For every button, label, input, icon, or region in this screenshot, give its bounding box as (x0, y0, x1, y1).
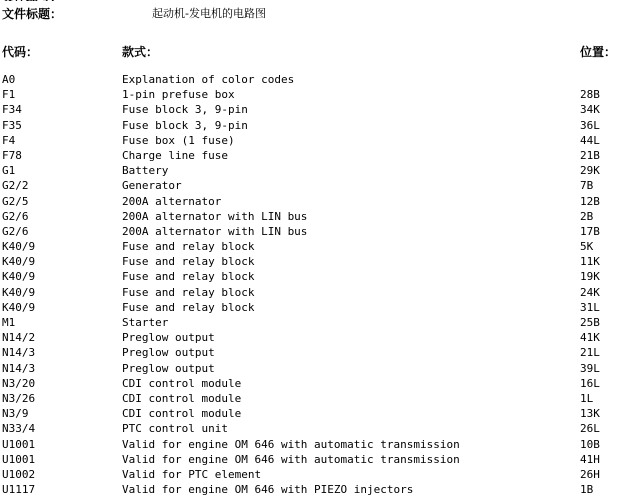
component-code: K40/9 (2, 240, 36, 254)
component-position: 39L (580, 361, 600, 375)
component-description: 200A alternator with LIN bus (122, 209, 308, 223)
component-description: 200A alternator with LIN bus (122, 224, 308, 238)
component-code: K40/9 (2, 270, 36, 284)
component-position: 25B (580, 316, 600, 329)
component-position: 31L (580, 300, 600, 314)
component-description: Preglow output (122, 361, 215, 375)
component-position: 24K (580, 285, 600, 299)
component-position: 44L (580, 133, 600, 147)
component-description: CDI control module (122, 407, 242, 421)
component-description: CDI control module (122, 376, 242, 390)
component-position: 10B (580, 437, 600, 451)
table-row (0, 482, 630, 497)
component-position: 26L (580, 422, 600, 436)
component-code: F78 (2, 148, 22, 162)
component-code: N14/3 (2, 346, 36, 360)
table-row (0, 285, 630, 300)
component-description: Fuse and relay block (122, 255, 255, 269)
component-description: Fuse box (1 fuse) (122, 133, 235, 147)
component-position: 26H (580, 467, 600, 481)
column-header-position: 位置： (580, 45, 617, 59)
table-row (0, 224, 630, 239)
component-description: Fuse and relay block (122, 300, 255, 314)
table-row (0, 406, 630, 421)
component-description: Preglow output (122, 346, 215, 360)
component-position: 1L (580, 391, 594, 405)
component-position: 29K (580, 164, 600, 178)
component-description: Fuse and relay block (122, 285, 255, 299)
table-row (0, 330, 630, 345)
component-code: G2/6 (2, 209, 29, 223)
component-code: M1 (2, 316, 16, 329)
table-row (0, 391, 630, 406)
component-position: 17B (580, 224, 600, 238)
component-code: U1117 (2, 483, 36, 497)
component-description: Charge line fuse (122, 148, 228, 162)
component-code: N14/2 (2, 331, 36, 345)
table-row (0, 133, 630, 148)
component-description: Fuse and relay block (122, 240, 255, 254)
table-row (0, 148, 630, 163)
component-code: F1 (2, 88, 16, 102)
component-code: N3/9 (2, 407, 29, 421)
component-description: PTC control unit (122, 422, 228, 436)
table-row (0, 345, 630, 360)
component-description: Valid for engine OM 646 with automatic transmission (122, 437, 460, 451)
component-position: 41H (580, 452, 600, 466)
table-row (0, 437, 630, 452)
table-row (0, 269, 630, 284)
component-position: 12B (580, 194, 600, 208)
table-row (0, 376, 630, 391)
component-position: 7B (580, 179, 594, 193)
component-description: Fuse and relay block (122, 270, 255, 284)
component-position: 11K (580, 255, 600, 269)
component-list (0, 72, 630, 497)
table-row (0, 118, 630, 133)
component-description: Valid for engine OM 646 with PIEZO injectors (122, 483, 414, 497)
component-position: 36L (580, 118, 600, 132)
component-position: 19K (580, 270, 600, 284)
component-position: 34K (580, 103, 600, 117)
table-row (0, 239, 630, 254)
component-code: N33/4 (2, 422, 36, 436)
component-description: Battery (122, 164, 169, 178)
table-row (0, 194, 630, 209)
component-code: F34 (2, 103, 22, 117)
component-code: K40/9 (2, 255, 36, 269)
component-position: 21L (580, 346, 600, 360)
component-code: K40/9 (2, 285, 36, 299)
document-title-value: 起动机-发电机的电路图 (152, 7, 266, 20)
component-code: A0 (2, 73, 16, 86)
component-position: 21B (580, 148, 600, 162)
component-code: F4 (2, 133, 16, 147)
component-position: 2B (580, 209, 594, 223)
component-code: N3/20 (2, 376, 36, 390)
component-code: G1 (2, 164, 16, 178)
component-description: Valid for engine OM 646 with automatic transmission (122, 452, 460, 466)
component-description: Explanation of color codes (122, 73, 295, 86)
component-code: F35 (2, 118, 22, 132)
component-code: G2/6 (2, 224, 29, 238)
component-code: U1001 (2, 452, 36, 466)
component-position: 13K (580, 407, 600, 421)
component-description: Fuse block 3, 9-pin (122, 118, 248, 132)
column-header-code: 代码： (2, 45, 39, 59)
table-row (0, 315, 630, 330)
component-code: G2/5 (2, 194, 29, 208)
component-code: U1002 (2, 467, 36, 481)
component-code: G2/2 (2, 179, 29, 193)
component-position: 28B (580, 88, 600, 102)
table-row (0, 72, 630, 87)
component-code: U1001 (2, 437, 36, 451)
table-row (0, 467, 630, 482)
table-row (0, 254, 630, 269)
table-row (0, 421, 630, 436)
table-row (0, 87, 630, 102)
component-position: 5K (580, 240, 594, 254)
component-position: 41K (580, 331, 600, 345)
component-description: 1-pin prefuse box (122, 88, 235, 102)
table-row (0, 361, 630, 376)
component-code: N3/26 (2, 391, 36, 405)
component-description: Starter (122, 316, 169, 329)
component-description: CDI control module (122, 391, 242, 405)
table-row (0, 102, 630, 117)
component-position: 1B (580, 483, 594, 497)
table-row (0, 209, 630, 224)
table-row (0, 300, 630, 315)
component-description: Valid for PTC element (122, 467, 262, 481)
table-row (0, 178, 630, 193)
component-description: Fuse block 3, 9-pin (122, 103, 248, 117)
table-row (0, 452, 630, 467)
document-title-label: 文件标题： (2, 7, 63, 21)
cut-off-top-line (2, 0, 62, 1)
table-row (0, 163, 630, 178)
column-header-model: 款式： (122, 45, 159, 59)
component-description: Generator (122, 179, 182, 193)
component-description: 200A alternator (122, 194, 222, 208)
component-description: Preglow output (122, 331, 215, 345)
component-position: 16L (580, 376, 600, 390)
component-code: K40/9 (2, 300, 36, 314)
component-code: N14/3 (2, 361, 36, 375)
